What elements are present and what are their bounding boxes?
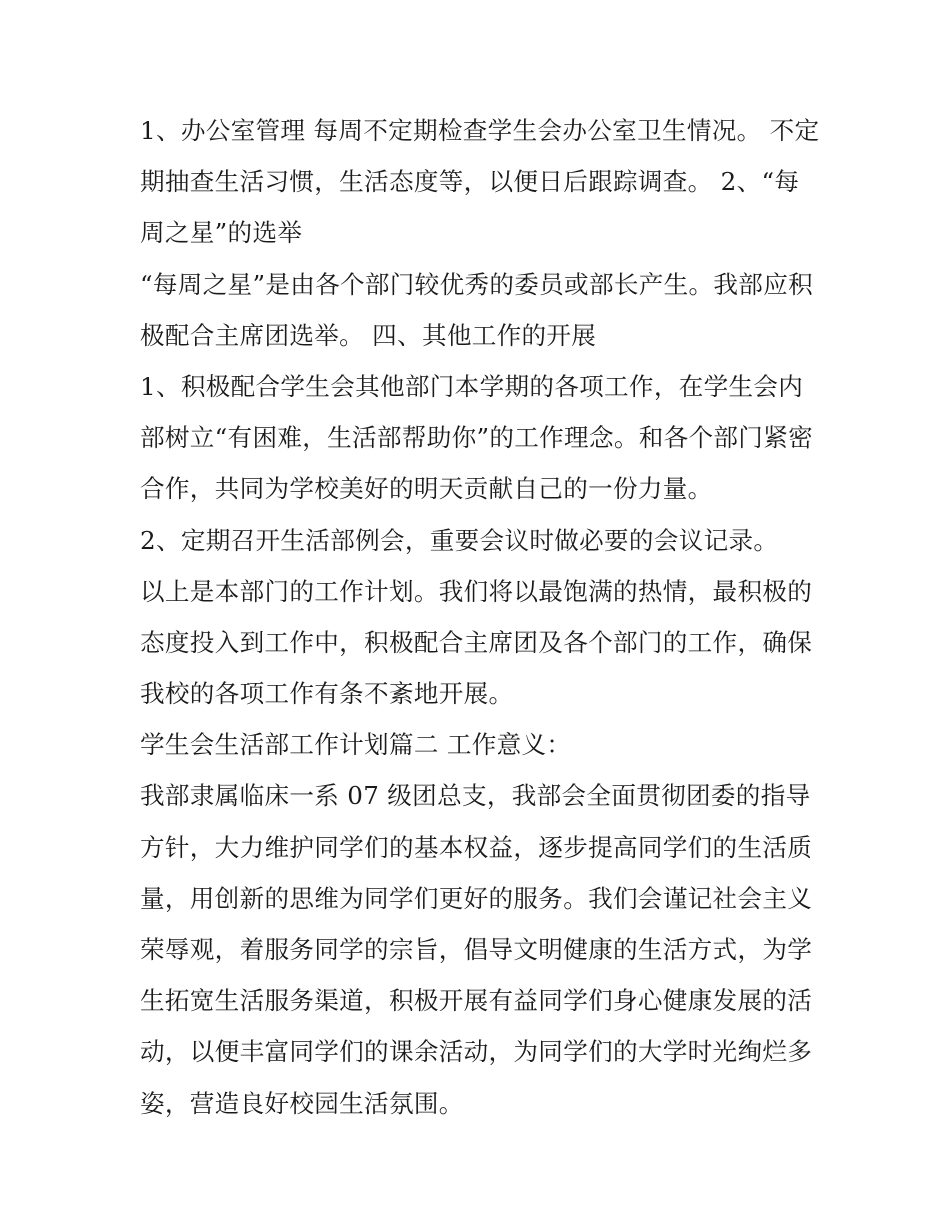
text-line: 态度投入到工作中，积极配合主席团及各个部门的工作，确保 [140,627,813,657]
text-line: 荣辱观，着服务同学的宗旨，倡导文明健康的生活方式，为学 [140,935,813,964]
text-line: 部树立“有困难，生活部帮助你”的工作理念。和各个部门紧密 [140,423,813,453]
section-heading: 学生会生活部工作计划篇二 工作意义： [140,730,572,760]
text-line: 期抽查生活习惯，生活态度等，以便日后跟踪调查。 2、“每 [140,167,800,197]
document-body [140,105,820,1129]
text-line: 极配合主席团选举。 四、其他工作的开展 [140,320,597,350]
text-line: 生拓宽生活服务渠道，积极开展有益同学们身心健康发展的活 [140,986,813,1016]
text-line: 以上是本部门的工作计划。我们将以最饱满的热情，最积极的 [140,576,813,606]
text-line: “每周之星”是由各个部门较优秀的委员或部长产生。我部应积 [140,269,813,299]
text-line: 2、定期召开生活部例会，重要会议时做必要的会议记录。 [140,525,779,555]
text-line: 方针，大力维护同学们的基本权益，逐步提高同学们的生活质 [140,832,813,862]
text-line: 我校的各项工作有条不紊地开展。 [140,679,514,709]
text-line: 1、办公室管理 每周不定期检查学生会办公室卫生情况。 不定 [140,116,820,145]
text-line: 我部隶属临床一系 07 级团总支，我部会全面贯彻团委的指导 [140,781,811,811]
text-line: 动，以便丰富同学们的课余活动，为同学们的大学时光绚烂多 [140,1037,813,1067]
text-line: 合作，共同为学校美好的明天贡献自己的一份力量。 [140,474,713,504]
text-line: 量，用创新的思维为同学们更好的服务。我们会谨记社会主义 [140,883,813,913]
text-line: 1、积极配合学生会其他部门本学期的各项工作，在学生会内 [140,371,804,401]
text-line: 周之星”的选举 [140,218,303,248]
text-line: 姿，营造良好校园生活氛围。 [140,1088,464,1118]
